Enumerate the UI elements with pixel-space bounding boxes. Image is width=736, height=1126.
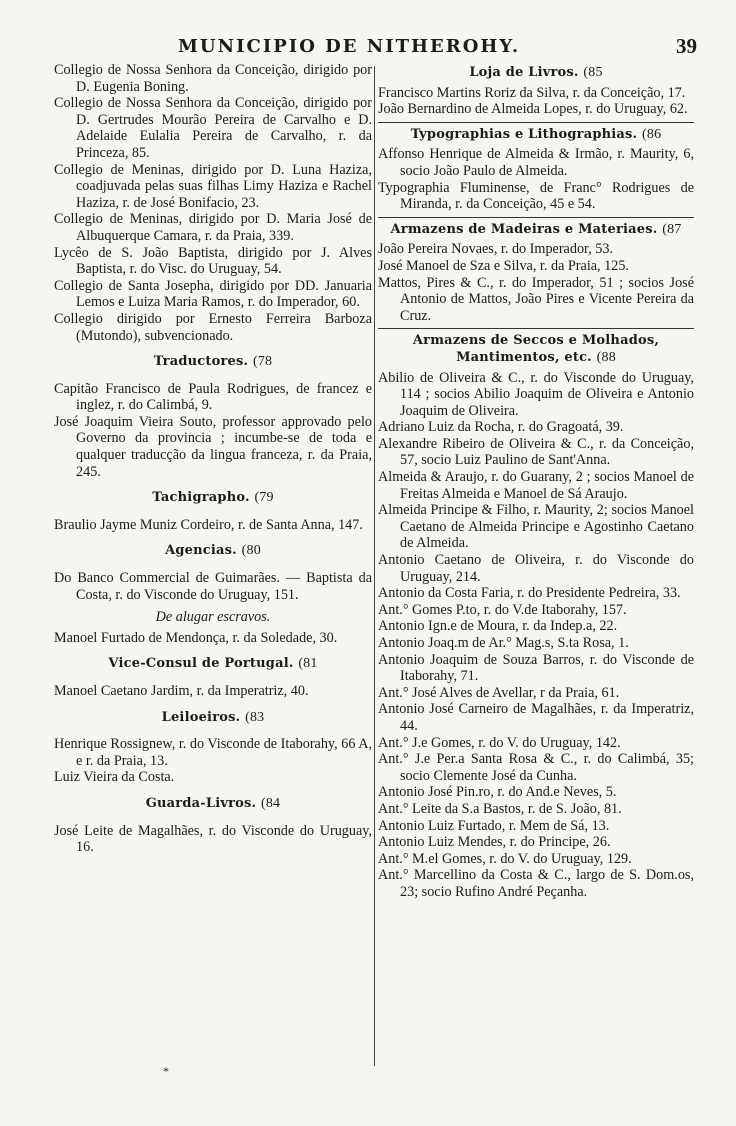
section-number: (81 xyxy=(298,656,318,672)
section-heading xyxy=(378,127,694,144)
section-heading-label: Agencias. xyxy=(165,543,237,559)
directory-entry: Ant.° J.e Per.a Santa Rosa & C., r. do Calimbá, 35; socio Clemente José da Cunha. xyxy=(378,751,694,784)
section-heading-label: Tachigrapho. xyxy=(152,490,250,506)
directory-entry: Antonio Luiz Mendes, r. do Principe, 26. xyxy=(378,834,611,851)
section-heading-label: Loja de Livros. xyxy=(469,65,579,80)
directory-entry: Abilio de Oliveira & C., r. do Visconde do Uruguay, 114 ; socios Abilio Joaquim de Oliveira e Antonio Joaquim de Oliveira. xyxy=(378,369,694,419)
page-number: 39 xyxy=(676,34,697,58)
directory-entry: Collegio de Santa Josepha, dirigido por DD. Januaria Lemos e Luiza Maria Ramos, r. do Imperador, 60. xyxy=(54,277,372,311)
section-heading xyxy=(54,796,372,813)
directory-entry: Ant.° Gomes P.to, r. do V.de Itaborahy, 157. xyxy=(378,601,627,618)
directory-entry: Antonio Ign.e de Moura, r. da Indep.a, 22. xyxy=(378,618,618,635)
section-subheading: De alugar escravos. xyxy=(155,609,271,626)
section-heading xyxy=(54,656,372,673)
section-heading-label: Typographias e Lithographias. xyxy=(410,126,638,142)
directory-entry: Manoel Furtado de Mendonça, r. da Soledade, 30. xyxy=(54,629,338,646)
directory-entry: José Manoel de Sza e Silva, r. da Praia, 125. xyxy=(378,257,629,274)
directory-entry: Mattos, Pires & C., r. do Imperador, 51 ; socios José Antonio de Mattos, João Pires e Vicente Pereira da Cruz. xyxy=(378,274,694,324)
section-number: (88 xyxy=(596,349,616,365)
section-number: (78 xyxy=(252,354,273,370)
directory-entry: Typographia Fluminense, de Franc° Rodrigues de Miranda, r. da Conceição, 45 e 54. xyxy=(378,179,694,213)
section-heading-label: Guarda-Livros. xyxy=(145,795,257,811)
section-heading-label: Vice-Consul de Portugal. xyxy=(108,656,294,672)
section-heading-label: Traductores. xyxy=(153,354,249,370)
section-number: (84 xyxy=(261,795,281,811)
section-number: (79 xyxy=(254,490,274,506)
footer-mark: * xyxy=(163,1064,169,1078)
section-number: (80 xyxy=(241,543,261,559)
section-heading xyxy=(378,65,694,82)
directory-entry: Francisco Martins Roriz da Silva, r. da Conceição, 17. xyxy=(378,84,686,101)
directory-entry: Ant.° M.el Gomes, r. do V. do Uruguay, 129. xyxy=(378,850,632,867)
directory-entry: Adriano Luiz da Rocha, r. do Gragoatá, 39. xyxy=(378,419,624,436)
left-column xyxy=(54,62,372,856)
directory-entry: Antonio Luiz Furtado, r. Mem de Sá, 13. xyxy=(378,817,610,834)
directory-entry: João Bernardino de Almeida Lopes, r. do Uruguay, 62. xyxy=(378,101,688,118)
directory-entry: Collegio de Nossa Senhora da Conceição, dirigido por D. Eugenia Boning. xyxy=(54,62,372,95)
section-heading-label: Armazens de Seccos e Molhados, Mantimentos, etc. xyxy=(412,333,660,365)
directory-entry: Antonio Joaq.m de Ar.° Mag.s, S.ta Rosa, 1. xyxy=(378,635,629,651)
directory-entry: Do Banco Commercial de Guimarães. — Baptista da Costa, r. do Visconde do Uruguay, 151. xyxy=(54,570,372,603)
directory-entry: Collegio dirigido por Ernesto Ferreira Barboza (Mutondo), subvencionado. xyxy=(54,310,372,344)
directory-entry: José Leite de Magalhães, r. do Visconde do Uruguay, 16. xyxy=(54,822,372,856)
directory-entry: Ant.° Marcellino da Costa & C., largo de S. Dom.os, 23; socio Rufino André Peçanha. xyxy=(378,867,694,900)
right-column xyxy=(378,62,694,901)
directory-entry: Alexandre Ribeiro de Oliveira & C., r. da Conceição, 57, socio Luiz Paulino de Sant'Anna. xyxy=(378,435,694,469)
section-number: (83 xyxy=(245,709,265,725)
directory-entry: Collegio de Meninas, dirigido por D. Luna Haziza, coadjuvada pelas suas filhas Limy Haziza e Rachel Haziza, r. de José Bonifacio, 23. xyxy=(54,161,372,211)
section-heading-label: Armazens de Madeiras e Materiaes. xyxy=(390,221,658,237)
section-heading-label: Leiloeiros. xyxy=(161,709,241,725)
directory-entry: Antonio Caetano de Oliveira, r. do Visconde do Uruguay, 214. xyxy=(378,552,694,585)
section-rule xyxy=(378,328,694,329)
directory-entry: João Pereira Novaes, r. do Imperador, 53. xyxy=(378,241,614,258)
directory-entry: José Joaquim Vieira Souto, professor approvado pelo Governo da provincia ; incumbe-se de toda e qualquer traducção da lingua franceza, r. da Praia, 245. xyxy=(54,413,372,480)
section-heading xyxy=(378,222,694,239)
directory-entry: Ant.° José Alves de Avellar, r da Praia, 61. xyxy=(378,684,620,701)
directory-entry: Antonio Joaquim de Souza Barros, r. do Visconde de Itaborahy, 71. xyxy=(378,651,694,685)
section-number: (87 xyxy=(662,221,682,237)
directory-entry: Capitão Francisco de Paula Rodrigues, de francez e inglez, r. do Calimbá, 9. xyxy=(54,380,372,414)
directory-entry: Ant.° J.e Gomes, r. do V. do Uruguay, 142. xyxy=(378,734,621,751)
section-number: (86 xyxy=(642,126,662,142)
directory-entry: Lycêo de S. João Baptista, dirigido por J. Alves Baptista, r. do Visc. do Uruguay, 54. xyxy=(54,244,372,278)
directory-entry: Antonio da Costa Faria, r. do Presidente Pedreira, 33. xyxy=(378,585,681,602)
section-heading xyxy=(54,543,372,560)
section-number: (85 xyxy=(583,65,603,80)
directory-entry: Almeida Principe & Filho, r. Maurity, 2; socios Manoel Caetano de Almeida Principe e Agostinho Caetano de Almeida. xyxy=(378,502,694,552)
directory-entry: Braulio Jayme Muniz Cordeiro, r. de Santa Anna, 147. xyxy=(54,516,363,533)
directory-entry: Manoel Caetano Jardim, r. da Imperatriz, 40. xyxy=(54,683,309,699)
section-heading xyxy=(54,490,372,507)
directory-entry: Ant.° Leite da S.a Bastos, r. de S. João, 81. xyxy=(378,800,622,817)
directory-entry: Antonio José Pin.ro, r. do And.e Neves, 5. xyxy=(378,784,617,801)
section-heading xyxy=(54,710,372,727)
directory-entry: Almeida & Araujo, r. do Guarany, 2 ; socios Manoel de Freitas Almeida e Manoel de Sá Araujo. xyxy=(378,469,694,502)
directory-entry: Collegio de Nossa Senhora da Conceição, dirigido por D. Gertrudes Mourão Pereira de Carvalho e D. Adelaide Eulalia Pereira de Carvalho, r. da Princeza, 85. xyxy=(54,95,372,161)
directory-entry: Collegio de Meninas, dirigido por D. Maria José de Albuquerque Camara, r. da Praia, 339. xyxy=(54,211,372,244)
section-rule xyxy=(378,122,694,123)
running-head: MUNICIPIO DE NITHEROHY. xyxy=(178,36,521,57)
column-divider xyxy=(374,66,375,1066)
section-heading xyxy=(378,333,694,366)
directory-entry: Affonso Henrique de Almeida & Irmão, r. Maurity, 6, socio João Paulo de Almeida. xyxy=(378,146,694,179)
directory-entry: Luiz Vieira da Costa. xyxy=(54,769,175,786)
section-heading xyxy=(54,354,372,371)
directory-entry: Henrique Rossignew, r. do Visconde de Itaborahy, 66 A, e r. da Praia, 13. xyxy=(54,736,372,769)
directory-entry: Antonio José Carneiro de Magalhães, r. da Imperatriz, 44. xyxy=(378,701,694,734)
section-rule xyxy=(378,217,694,218)
